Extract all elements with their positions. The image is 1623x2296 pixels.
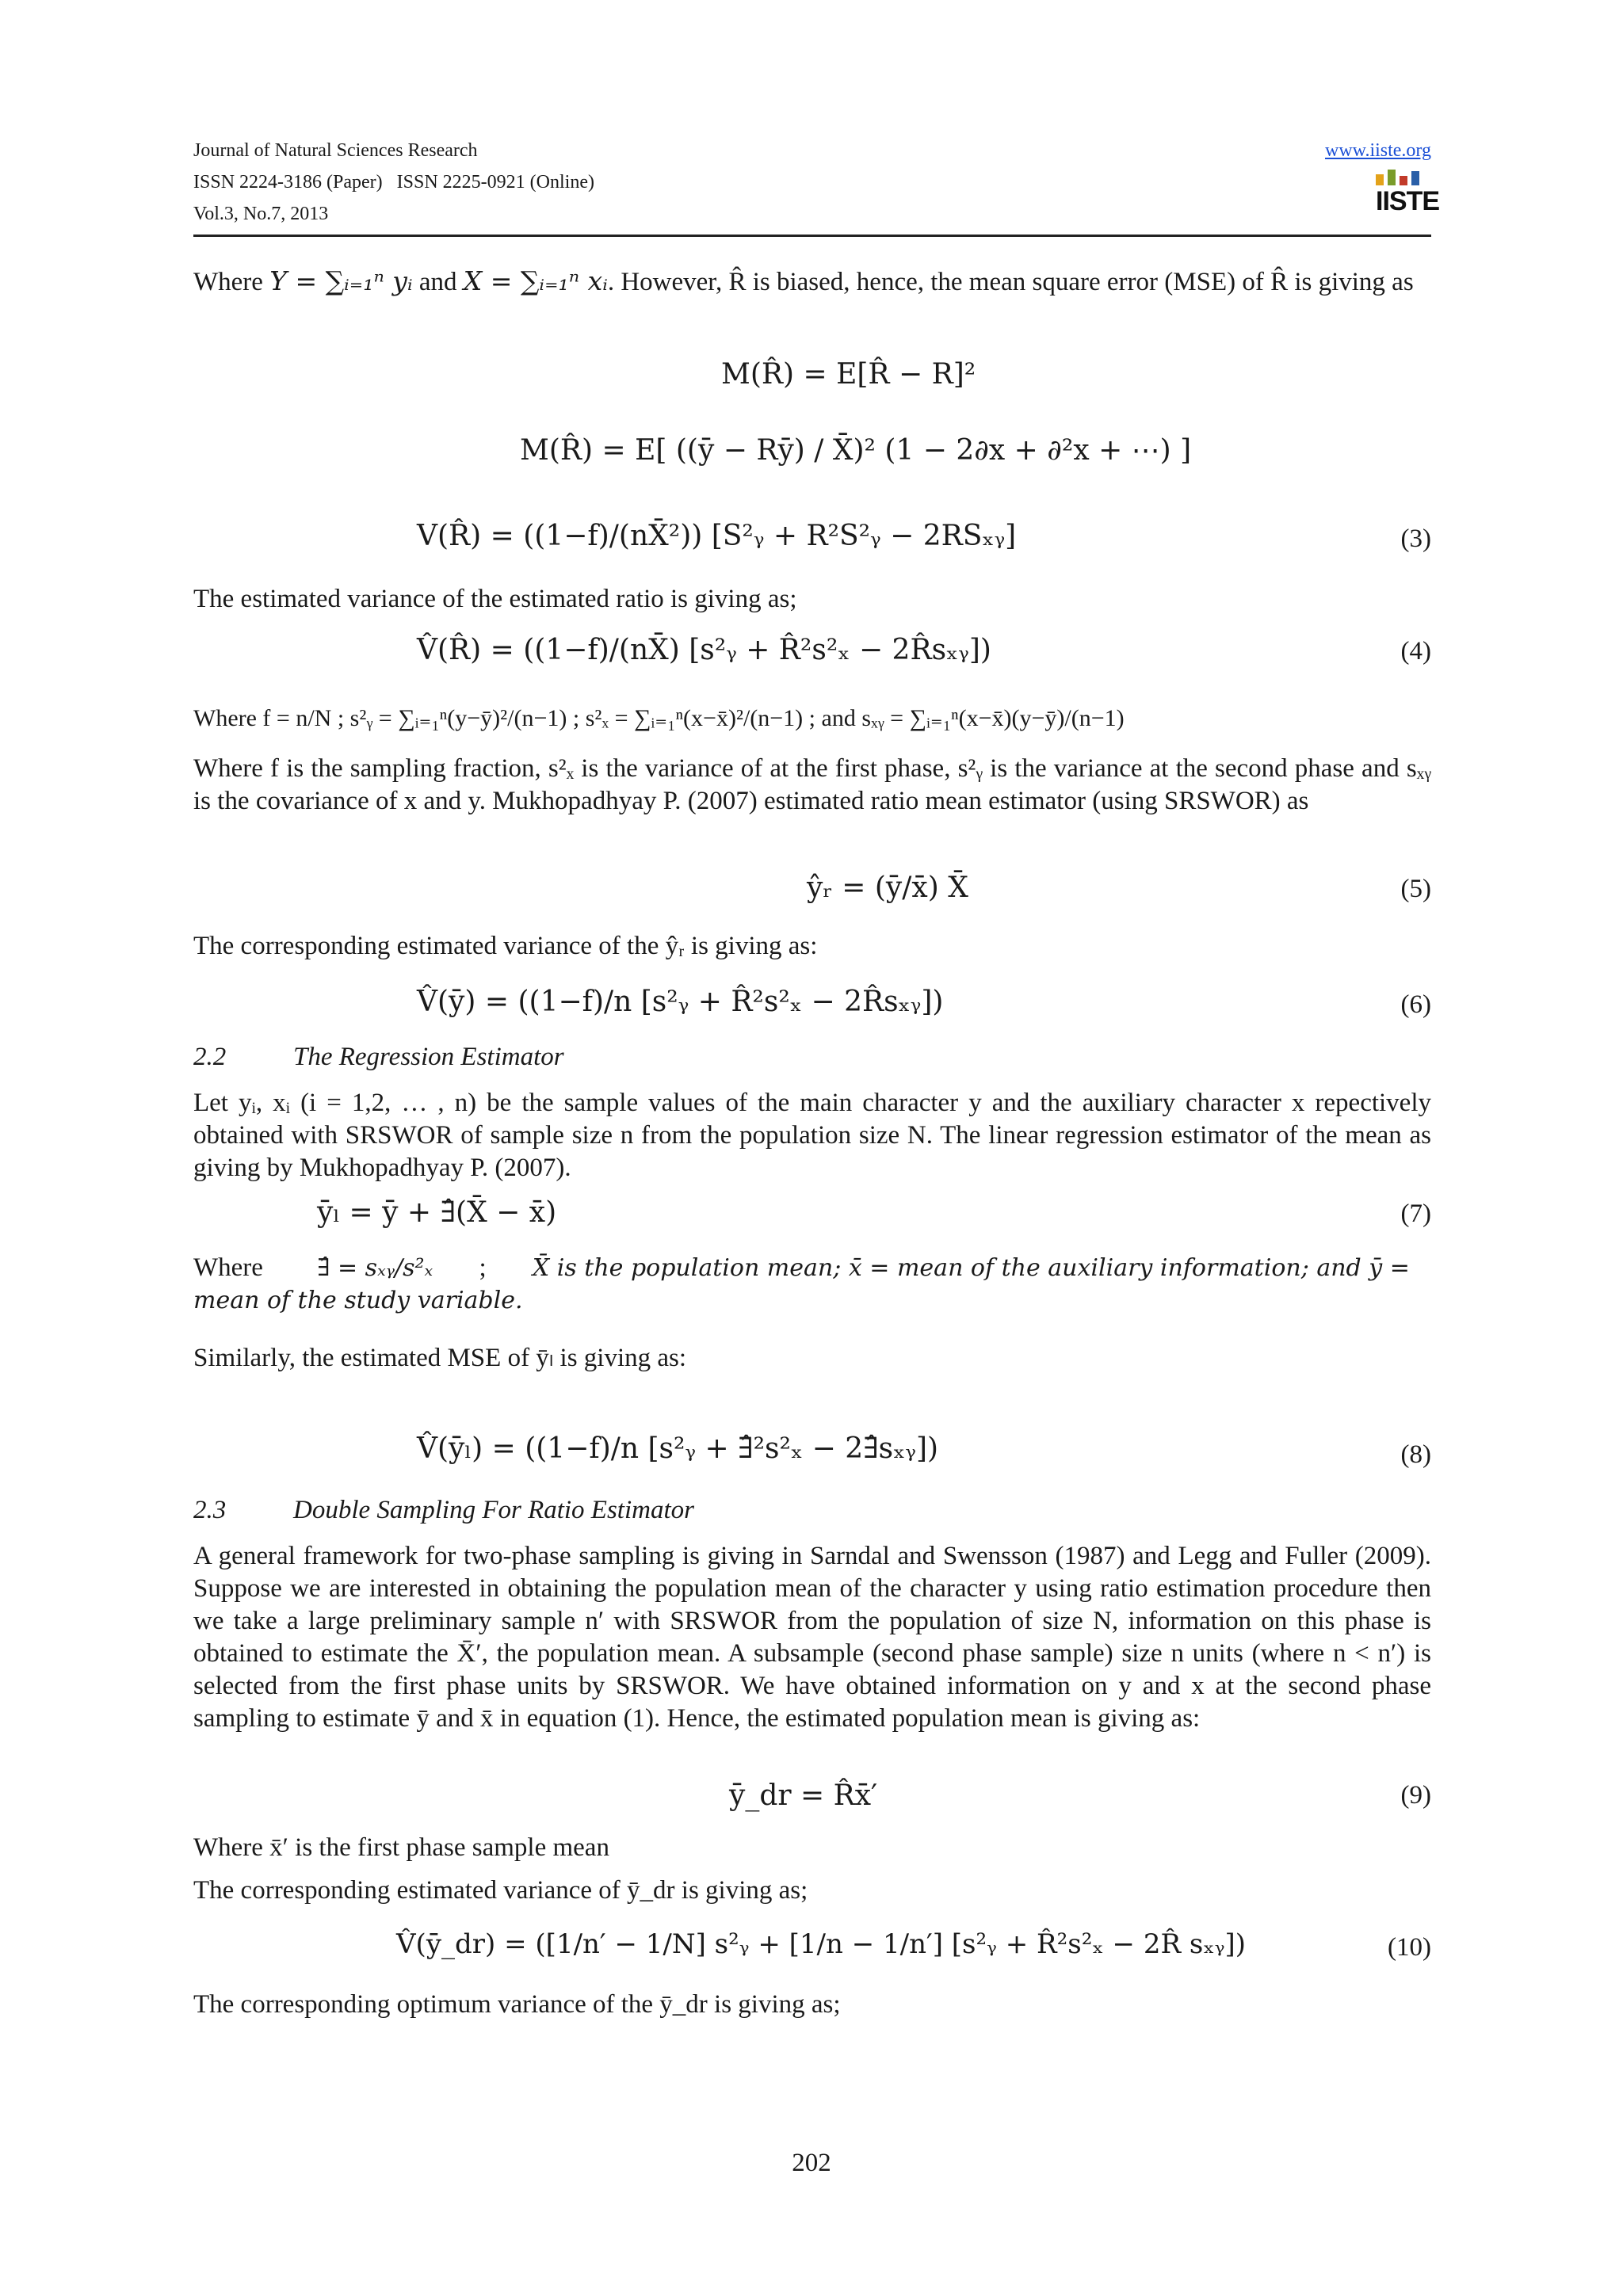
equation-10: V̂(ȳ_dr) = ([1/n′ − 1/N] s²ᵧ + [1/n − 1/n′] [s²ᵧ + R̂²s²ₓ − 2R̂ sₓᵧ])	[396, 1928, 1247, 1960]
equation-5-number: (5)	[1400, 875, 1431, 903]
paragraph-similarly: Similarly, the estimated MSE of ȳₗ is giving as:	[193, 1344, 687, 1372]
definitions-regression: Where ∃̂ = sₓᵧ/s²ₓ ; X̄ is the population mean; x̄ = mean of the auxiliary information; and ȳ = mean of the study variable.	[193, 1253, 1410, 1314]
equation-8: V̂(ȳₗ) = ((1−f)/n [s²ᵧ + ∃̂²s²ₓ − 2∃̂sₓᵧ])	[417, 1432, 939, 1465]
equation-9: ȳ_dr = R̂x̄′	[729, 1779, 878, 1812]
paragraph-corresponding-variance-dr: The corresponding estimated variance of ȳ_dr is giving as;	[193, 1876, 808, 1905]
paragraph-sampling-fraction: Where f is the sampling fraction, s²ₓ is the variance of at the first phase, s²ᵧ is the variance at the second phase and sₓᵧ is the covariance of x and y. Mukhopadhyay P. (2007) estimated ratio mean estimator (using SRSWOR) as	[193, 754, 1431, 815]
equation-6-number: (6)	[1400, 990, 1431, 1019]
issn-line: ISSN 2224-3186 (Paper) ISSN 2225-0921 (Online)	[193, 172, 594, 193]
equation-4-number: (4)	[1400, 637, 1431, 666]
paragraph-optimum-variance: The corresponding optimum variance of the ȳ_dr is giving as;	[193, 1990, 841, 2019]
paragraph-general-framework: A general framework for two-phase sampling is giving in Sarndal and Swensson (1987) and Legg and Fuller (2009). Suppose we are interested in obtaining the population mean of the character y using ratio estimation procedure then we take a large preliminary sample n′ with SRSWOR from the population of size N, information on this phase is obtained to estimate the X̄′, the population mean. A subsample (second phase sample) size n units (where n < n′) is selected from the first phase units by SRSWOR. We have obtained information on y and x at the second phase sampling to estimate ȳ and x̄ in equation (1). Hence, the estimated population mean is giving as:	[193, 1542, 1431, 1733]
website-link[interactable]: www.iiste.org	[1325, 140, 1431, 161]
equation-5: ŷᵣ = (ȳ/x̄) X̄	[807, 871, 968, 904]
equation-7: ȳₗ = ȳ + ∃̂(X̄ − x̄)	[317, 1196, 557, 1229]
volume-line: Vol.3, No.7, 2013	[193, 204, 329, 224]
paragraph-let-yi-xi: Let yᵢ, xᵢ (i = 1,2, … , n) be the sample values of the main character y and the auxiliary character x repectively obtained with SRSWOR of sample size n from the population size N. The linear regression estimator of the mean as giving by Mukhopadhyay P. (2007).	[193, 1089, 1431, 1182]
paragraph-estimated-variance: The estimated variance of the estimated ratio is giving as;	[193, 585, 797, 613]
paragraph-where-x-prime: Where x̄′ is the first phase sample mean	[193, 1833, 609, 1862]
journal-title: Journal of Natural Sciences Research	[193, 140, 478, 161]
section-2-3-heading: 2.3 Double Sampling For Ratio Estimator	[193, 1496, 694, 1524]
section-2-2-heading: 2.2 The Regression Estimator	[193, 1043, 564, 1071]
definitions-where-f: Where f = n/N ; s²ᵧ = ∑ᵢ₌₁ⁿ(y−ȳ)²/(n−1) ; s²ₓ = ∑ᵢ₌₁ⁿ(x−x̄)²/(n−1) ; and sₓᵧ = ∑ᵢ₌₁ⁿ(x−x̄)(y−ȳ)/(n−1)	[193, 705, 1125, 731]
header-divider	[193, 235, 1431, 237]
equation-8-number: (8)	[1400, 1440, 1431, 1469]
equation-4: V̂(R̂) = ((1−f)/(nX̄) [s²ᵧ + R̂²s²ₓ − 2R̂sₓᵧ])	[417, 634, 991, 666]
equation-mse-1: M(R̂) = E[R̂ − R]²	[721, 358, 976, 391]
page-number: 202	[792, 2149, 831, 2177]
equation-6: V̂(ȳ) = ((1−f)/n [s²ᵧ + R̂²s²ₓ − 2R̂sₓᵧ])	[417, 986, 944, 1018]
logo-text: IISTE	[1376, 186, 1440, 216]
equation-mse-2: M(R̂) = E[ ((ȳ − Rȳ) / X̄)² (1 − 2∂x + ∂²x + ⋯) ]	[520, 434, 1192, 467]
equation-10-number: (10)	[1388, 1933, 1431, 1962]
iiste-logo	[1376, 170, 1440, 225]
equation-7-number: (7)	[1400, 1199, 1431, 1228]
paragraph-where-y: Where Y = ∑ᵢ₌₁ⁿ yᵢ and X = ∑ᵢ₌₁ⁿ xᵢ. However, R̂ is biased, hence, the mean square error (MSE) of R̂ is giving as	[193, 265, 1414, 296]
logo-bars-icon	[1376, 170, 1431, 185]
paragraph-corresponding-variance: The corresponding estimated variance of the ŷᵣ is giving as:	[193, 932, 818, 960]
equation-9-number: (9)	[1400, 1781, 1431, 1810]
equation-3: V(R̂) = ((1−f)/(nX̄²)) [S²ᵧ + R²S²ᵧ − 2RSₓᵧ]	[417, 520, 1017, 552]
equation-3-number: (3)	[1400, 524, 1431, 553]
